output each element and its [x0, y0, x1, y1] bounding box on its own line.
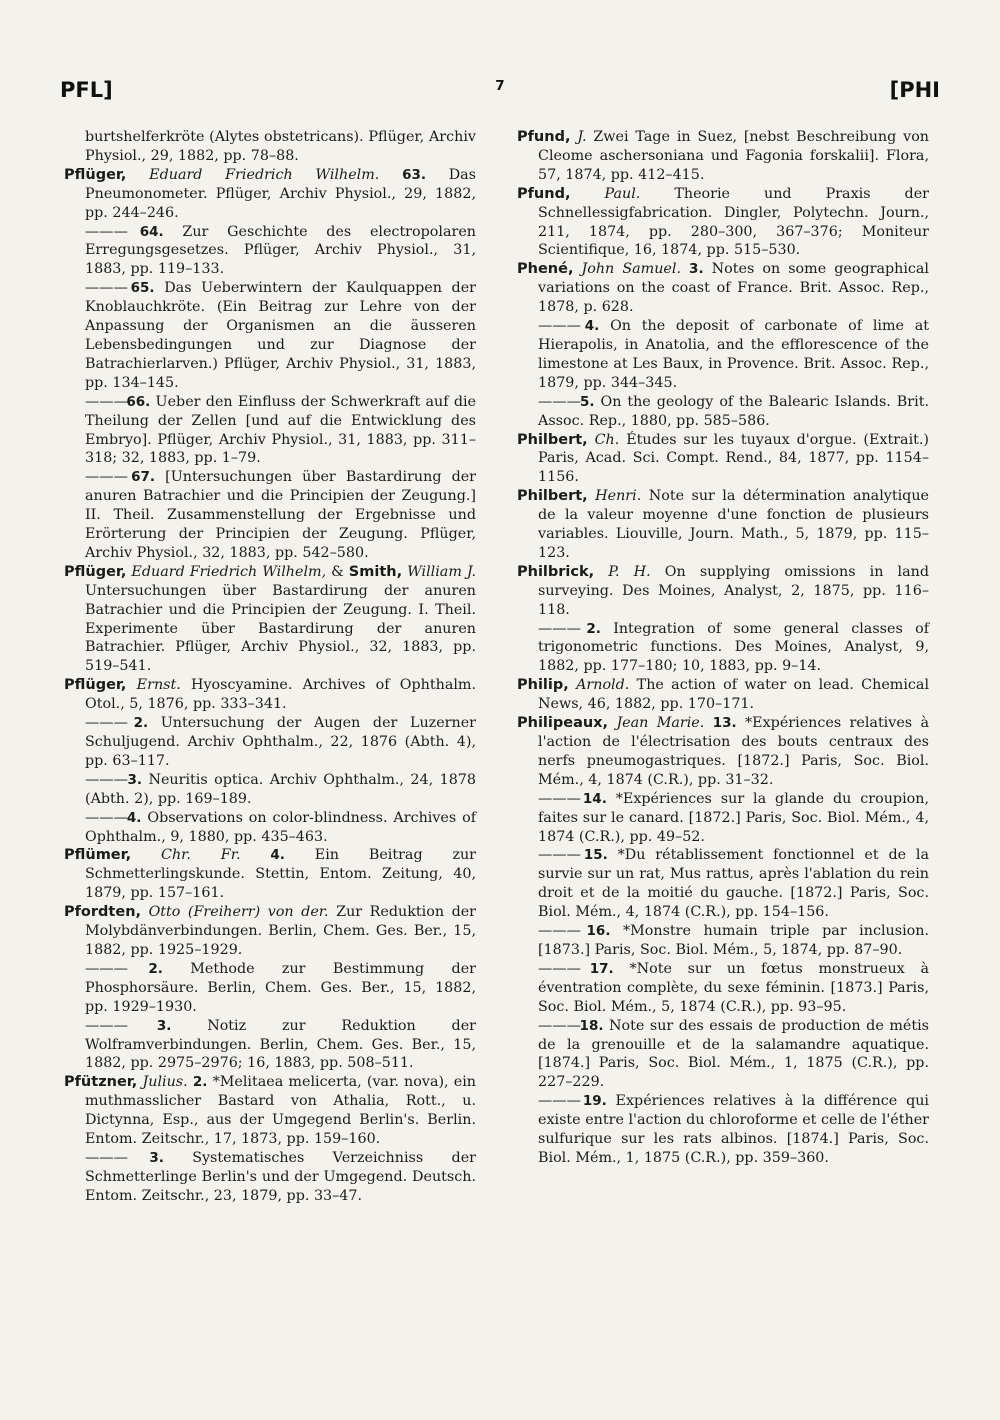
entry-number: 17. — [589, 960, 614, 977]
sub-entry — [64, 223, 476, 280]
ditto-rule: ——— — [85, 960, 128, 977]
entry-number: 67. — [131, 469, 156, 486]
author-given-names: Henri. — [595, 488, 642, 505]
entry-text: The action of water on lead. Chemical News, 46, 1882, pp. 170–171. — [538, 677, 930, 713]
author-surname: Philbert, — [517, 431, 588, 448]
author-surname: Phené, — [517, 261, 574, 278]
entry-text: *Melitaea melicerta, (var. nova), ein muthmasslicher Bastard von Athalia, Rott., u. Dictynna, Esp., aus der Umgegend Berlin's. Berlin. Entom. Zeitschr., 17, 1873, pp. 159–160. — [85, 1074, 477, 1148]
author-entry — [64, 563, 476, 676]
author-given-names: Julius. — [142, 1074, 188, 1091]
author-surname: Pflüger, — [64, 677, 127, 694]
sub-entry — [517, 960, 929, 1017]
author-surname: Pflüger, — [64, 563, 127, 580]
sub-entry — [64, 279, 476, 392]
ditto-rule: ——— — [85, 223, 128, 240]
entry-text: Methode zur Bestimmung der Phosphorsäure. Berlin, Chem. Ges. Ber., 15, 1882, pp. 1929–1930. — [85, 960, 476, 1015]
author-entry — [64, 903, 476, 960]
joint-author-conjunction: & — [326, 563, 349, 580]
entry-number: 4. — [584, 318, 600, 335]
author-entry — [64, 846, 476, 903]
author-surname: Pfützner, — [64, 1074, 138, 1091]
entry-text: Systematisches Verzeichniss der Schmetterlinge Berlin's und der Umgegend. Deutsch. Entom. Zeitschr., 23, 1879, pp. 33–47. — [85, 1149, 476, 1204]
ditto-rule: ——— — [538, 847, 581, 864]
ditto-rule: ——— — [85, 469, 128, 486]
continued-entry — [64, 128, 476, 166]
author-given-names: Chr. Fr. — [161, 847, 241, 864]
sub-entry — [517, 846, 929, 922]
entry-number: 2. — [192, 1074, 208, 1091]
entry-text: Ueber den Einfluss der Schwerkraft auf die Theilung der Zellen [und auf die Entwicklung des Embryo]. Pflüger, Archiv Physiol., 31, 1883, pp. 311–318; 32, 1883, pp. 1–79. — [85, 393, 477, 467]
sub-entry — [517, 1092, 929, 1168]
entry-text: Das Pneumonometer. Pflüger, Archiv Physiol., 29, 1882, pp. 244–246. — [85, 166, 477, 221]
header-left-range: PFL] — [60, 78, 113, 102]
author-given-names: J. — [577, 129, 587, 145]
entry-text: Integration of some general classes of trigonometric functions. Des Moines, Analyst, 9, 1882, pp. 177–180; 10, 1883, pp. 9–14. — [538, 620, 930, 675]
entry-text: On the deposit of carbonate of lime at Hierapolis, in Anatolia, and the efflorescence of the limestone at Les Baux, in Provence. Brit. Assoc. Rep., 1879, pp. 344–345. — [538, 318, 930, 391]
joint-author-surname: Smith, — [348, 563, 403, 580]
entry-number: 4. — [270, 847, 285, 864]
ditto-rule: ——— — [538, 923, 581, 940]
author-entry — [64, 166, 476, 223]
entry-number: 4. — [126, 809, 142, 826]
entry-text: [Untersuchungen über Bastardirung der anuren Batrachier und die Principien der Zeugung.] II. Theil. Zusammenstellung der Ergebnisse und Erörterung der Principien der Zeugung. Pflüger, Archiv Physiol., 32, 1883, pp. 542–580. — [85, 469, 477, 561]
author-given-names: Otto (Freiherr) von der. — [148, 904, 329, 921]
entry-text: Theorie und Praxis der Schnellessigfabrication. Dingler, Polytechn. Journ., 211, 1874, pp. 280–300, 367–376; Moniteur Scientifique, 16, 1874, pp. 515–530. — [538, 185, 930, 259]
sub-entry — [64, 771, 476, 809]
entry-number: 66. — [126, 393, 151, 410]
entry-text: Ein Beitrag zur Schmetterlingskunde. Stettin, Entom. Zeitung, 40, 1879, pp. 157–161. — [85, 847, 477, 902]
author-surname: Pfordten, — [64, 904, 142, 921]
author-given-names: Eduard Friedrich Wilhelm, — [131, 563, 327, 580]
author-given-names: Jean Marie. — [616, 715, 705, 732]
ditto-rule: ——— — [538, 790, 581, 807]
author-entry — [517, 128, 929, 185]
ditto-rule: ——— — [85, 771, 128, 788]
ditto-rule: ——— — [85, 393, 128, 410]
author-given-names: Eduard Friedrich Wilhelm. — [149, 166, 380, 183]
entry-text: *Expériences relatives à l'action de l'électrisation des bouts centraux des nerfs pneumogastriques. [1872.] Paris, Soc. Biol. Mém., 4, 1874 (C.R.), pp. 31–32. — [538, 715, 930, 788]
author-surname: Pfund, — [517, 129, 571, 145]
sub-entry — [64, 1017, 476, 1074]
entry-text: Das Ueberwintern der Kaulquappen der Knoblauchkröte. (Ein Beitrag zur Lehre von der Anpassung der Organismen an die äusseren Lebensbedingungen und zur Diagnose der Batrachierlarven.) Pflüger, Archiv Physiol., 31, 1883, pp. 134–145. — [85, 280, 477, 391]
entry-number: 3. — [689, 261, 704, 278]
entry-text: Hyoscyamine. Archives of Ophthalm. Otol., 5, 1876, pp. 333–341. — [85, 677, 477, 713]
entry-number: 19. — [582, 1093, 607, 1110]
author-entry — [517, 260, 929, 317]
sub-entry — [64, 714, 476, 771]
ditto-rule: ——— — [538, 318, 581, 335]
author-surname: Philipeaux, — [517, 715, 609, 732]
entry-number: 64. — [139, 223, 164, 240]
entry-text: Untersuchungen über Bastardirung der anuren Batrachier und die Principien der Zeugung. I. Theil. Experimente über Bastardirung der anuren Batrachier. Pflüger, Archiv Physiol., 32, 1883, pp. 519–541. — [85, 582, 476, 675]
entry-text: Zur Geschichte des electropolaren Erregungsgesetzes. Pflüger, Archiv Physiol., 31, 1883, pp. 119–133. — [85, 223, 476, 278]
author-surname: Pflüger, — [64, 166, 127, 183]
running-header — [60, 78, 940, 114]
joint-author-given-names: William J. — [407, 563, 477, 580]
entry-text: Expériences relatives à la différence qui existe entre l'action du chloroforme et celle de l'éther sulfurique sur les rats albinos. [1874.] Paris, Soc. Biol. Mém., 1, 1875 (C.R.), pp. 359–360. — [538, 1093, 930, 1166]
entry-text: Études sur les tuyaux d'orgue. (Extrait.) Paris, Acad. Sci. Compt. Rend., 84, 1877, pp. 1154–1156. — [538, 431, 930, 486]
author-given-names: P. H. — [608, 563, 651, 580]
entry-text: Notes on some geographical variations on the coast of France. Brit. Assoc. Rep., 1878, p. 628. — [538, 261, 930, 316]
entry-number: 2. — [586, 620, 601, 637]
sub-entry — [64, 809, 476, 847]
entry-text: *Du rétablissement fonctionnel et de la survie sur un rat, Mus rattus, après l'ablation du rein droit et de la moitié du gauche. [1872.] Paris, Soc. Biol. Mém., 4, 1874 (C.R.), pp. 154–156. — [538, 847, 929, 921]
author-entry — [517, 185, 929, 261]
entry-text: *Monstre humain triple par inclusion. [1873.] Paris, Soc. Biol. Mém., 5, 1874, pp. 87–90. — [538, 923, 930, 958]
ditto-rule: ——— — [85, 809, 128, 826]
entry-text: *Expériences sur la glande du croupion, faites sur le canard. [1872.] Paris, Soc. Biol. Mém., 4, 1874 (C.R.), pp. 49–52. — [538, 790, 930, 845]
author-given-names: Paul. — [604, 185, 641, 202]
left-column — [64, 128, 476, 1206]
author-entry — [517, 487, 929, 563]
author-given-names: Ernst. — [136, 677, 181, 694]
sub-entry — [517, 393, 929, 431]
entry-number: 13. — [712, 715, 737, 732]
author-surname: Pflümer, — [64, 847, 132, 864]
ditto-rule: ——— — [85, 1149, 128, 1166]
entry-text: Zur Reduktion der Molybdänverbindungen. Berlin, Chem. Ges. Ber., 15, 1882, pp. 1925–1929. — [85, 904, 477, 958]
ditto-rule: ——— — [538, 1017, 581, 1034]
entry-number: 3. — [127, 771, 142, 788]
entry-number: 16. — [586, 923, 611, 940]
sub-entry — [517, 790, 929, 847]
ditto-rule: ——— — [538, 960, 581, 977]
entry-number: 18. — [579, 1017, 604, 1034]
entry-number: 63. — [402, 166, 426, 183]
entry-text: Note sur des essais de production de métis de la grenouille et de la salamandre aquatique. [1874.] Paris, Soc. Biol. Mém., 1, 1875 (C.R.), pp. 227–229. — [538, 1017, 930, 1091]
author-given-names: Ch. — [594, 431, 620, 448]
entry-text: Notiz zur Reduktion der Wolframverbindungen. Berlin, Chem. Ges. Ber., 15, 1882, pp. 2975–2976; 16, 1883, pp. 508–511. — [85, 1017, 477, 1072]
entry-text: Note sur la détermination analytique de la valeur moyenne d'une fonction de plusieurs variables. Liouville, Journ. Math., 5, 1879, pp. 115–123. — [538, 488, 929, 561]
author-surname: Philip, — [517, 677, 569, 694]
entry-number: 14. — [582, 790, 607, 807]
entry-text: burtshelferkröte (Alytes obstetricans). Pflüger, Archiv Physiol., 29, 1882, pp. 78–88. — [85, 129, 476, 164]
entry-number: 15. — [583, 847, 608, 864]
ditto-rule: ——— — [538, 393, 581, 410]
entry-text: On the geology of the Balearic Islands. Brit. Assoc. Rep., 1880, pp. 585–586. — [538, 393, 930, 429]
ditto-rule: ——— — [538, 1093, 581, 1110]
sub-entry — [64, 393, 476, 469]
right-column — [517, 128, 929, 1168]
sub-entry — [64, 960, 476, 1017]
sub-entry — [64, 1149, 476, 1206]
entry-text: Observations on color-blindness. Archives of Ophthalm., 9, 1880, pp. 435–463. — [85, 809, 477, 845]
page-number: 7 — [495, 78, 505, 94]
entry-text: Zwei Tage in Suez, [nebst Beschreibung von Cleome aschersoniana und Fagonia forskalii]. Flora, 57, 1874, pp. 412–415. — [538, 129, 930, 183]
sub-entry — [64, 468, 476, 563]
ditto-rule: ——— — [85, 280, 128, 297]
header-right-range: [PHI — [889, 78, 940, 102]
entry-text: Neuritis optica. Archiv Ophthalm., 24, 1878 (Abth. 2), pp. 169–189. — [85, 771, 476, 807]
ditto-rule: ——— — [85, 1017, 128, 1034]
author-entry — [517, 714, 929, 790]
sub-entry — [517, 620, 929, 677]
author-given-names: Arnold. — [576, 677, 630, 694]
entry-number: 2. — [133, 715, 149, 732]
ditto-rule: ——— — [85, 715, 128, 732]
author-surname: Philbrick, — [517, 563, 595, 580]
ditto-rule: ——— — [538, 620, 581, 637]
entry-number: 65. — [130, 280, 155, 297]
sub-entry — [517, 922, 929, 960]
author-entry — [517, 431, 929, 488]
entry-text: Untersuchung der Augen der Luzerner Schuljugend. Archiv Ophthalm., 22, 1876 (Abth. 4), pp. 63–117. — [85, 715, 476, 769]
entry-text: *Note sur un fœtus monstrueux à éventration complète, du sexe féminin. [1873.] Paris, Soc. Biol. Mém., 5, 1874 (C.R.), pp. 93–95. — [538, 960, 929, 1015]
author-surname: Philbert, — [517, 488, 588, 505]
sub-entry — [517, 317, 929, 393]
entry-number: 3. — [149, 1149, 164, 1166]
author-entry — [64, 1073, 476, 1149]
author-entry — [517, 563, 929, 620]
author-entry — [64, 676, 476, 714]
sub-entry — [517, 1017, 929, 1093]
entry-number: 5. — [579, 393, 595, 410]
author-surname: Pfund, — [517, 185, 571, 202]
entry-text: On supplying omissions in land surveying. Des Moines, Analyst, 2, 1875, pp. 116–118. — [538, 563, 930, 618]
author-entry — [517, 676, 929, 714]
entry-number: 3. — [156, 1017, 172, 1034]
author-given-names: John Samuel. — [581, 261, 681, 278]
entry-number: 2. — [148, 960, 163, 977]
